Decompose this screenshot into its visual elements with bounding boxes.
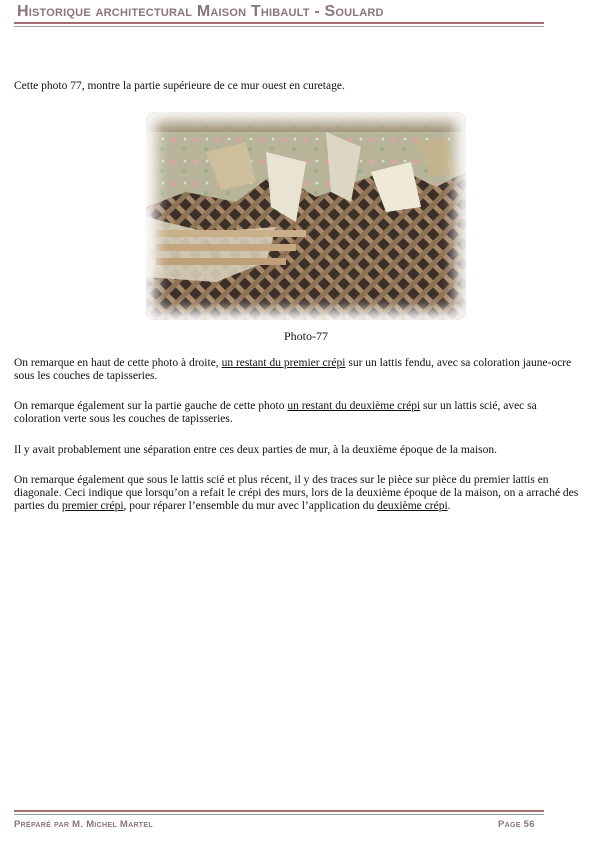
- intro-paragraph: Cette photo 77, montre la partie supérieure de ce mur ouest en curetage.: [14, 80, 345, 92]
- paragraph-4-text-before: On remarque également que sous le lattis scié et plus récent, il y des traces sur le pièce sur pièce du premier lattis en diagonale. Ceci indique que lorsqu’on a refait le crépi des murs, lors de la deuxième époque de la maison, on a arraché des parties du: [14, 474, 579, 512]
- photo-caption: Photo-77: [283, 329, 328, 343]
- paragraph-2: [14, 400, 584, 426]
- footer-rule: [14, 810, 544, 812]
- paragraph-2-text-after: sur un lattis scié, avec sa coloration verte sous les couches de tapisseries.: [14, 400, 537, 425]
- paragraph-4-underlined-2: deuxième crépi: [377, 500, 448, 512]
- footer-rule-thin: [14, 814, 544, 815]
- photo-77: [146, 112, 466, 320]
- paragraph-4: [14, 474, 584, 513]
- header-rule: [14, 22, 544, 24]
- photo-vignette: [146, 112, 466, 320]
- header-rule-thin: [14, 26, 544, 27]
- paragraph-2-underlined: un restant du deuxième crépi: [287, 400, 421, 412]
- paragraph-1-underlined: un restant du premier crépi: [221, 357, 346, 369]
- paragraph-1: [14, 357, 584, 383]
- footer-author: Préparé par M. Michel Martel: [14, 819, 153, 830]
- paragraph-4-text-middle: , pour réparer l’ensemble du mur avec l’application du: [123, 500, 378, 512]
- footer-page-number: Page 56: [498, 819, 535, 830]
- header-title: Historique architectural Maison Thibault - Soulard: [17, 3, 384, 20]
- paragraph-4-text-after: .: [447, 500, 451, 512]
- paragraph-2-text-before: On remarque également sur la partie gauche de cette photo: [14, 400, 288, 412]
- paragraph-3: Il y avait probablement une séparation entre ces deux parties de mur, à la deuxième époque de la maison.: [14, 444, 497, 456]
- paragraph-1-text-before: On remarque en haut de cette photo à droite,: [14, 357, 222, 369]
- paragraph-4-underlined-1: premier crépi: [61, 500, 124, 512]
- paragraph-1-text-after: sur un lattis fendu, avec sa coloration jaune-ocre sous les couches de tapisseries.: [14, 357, 572, 382]
